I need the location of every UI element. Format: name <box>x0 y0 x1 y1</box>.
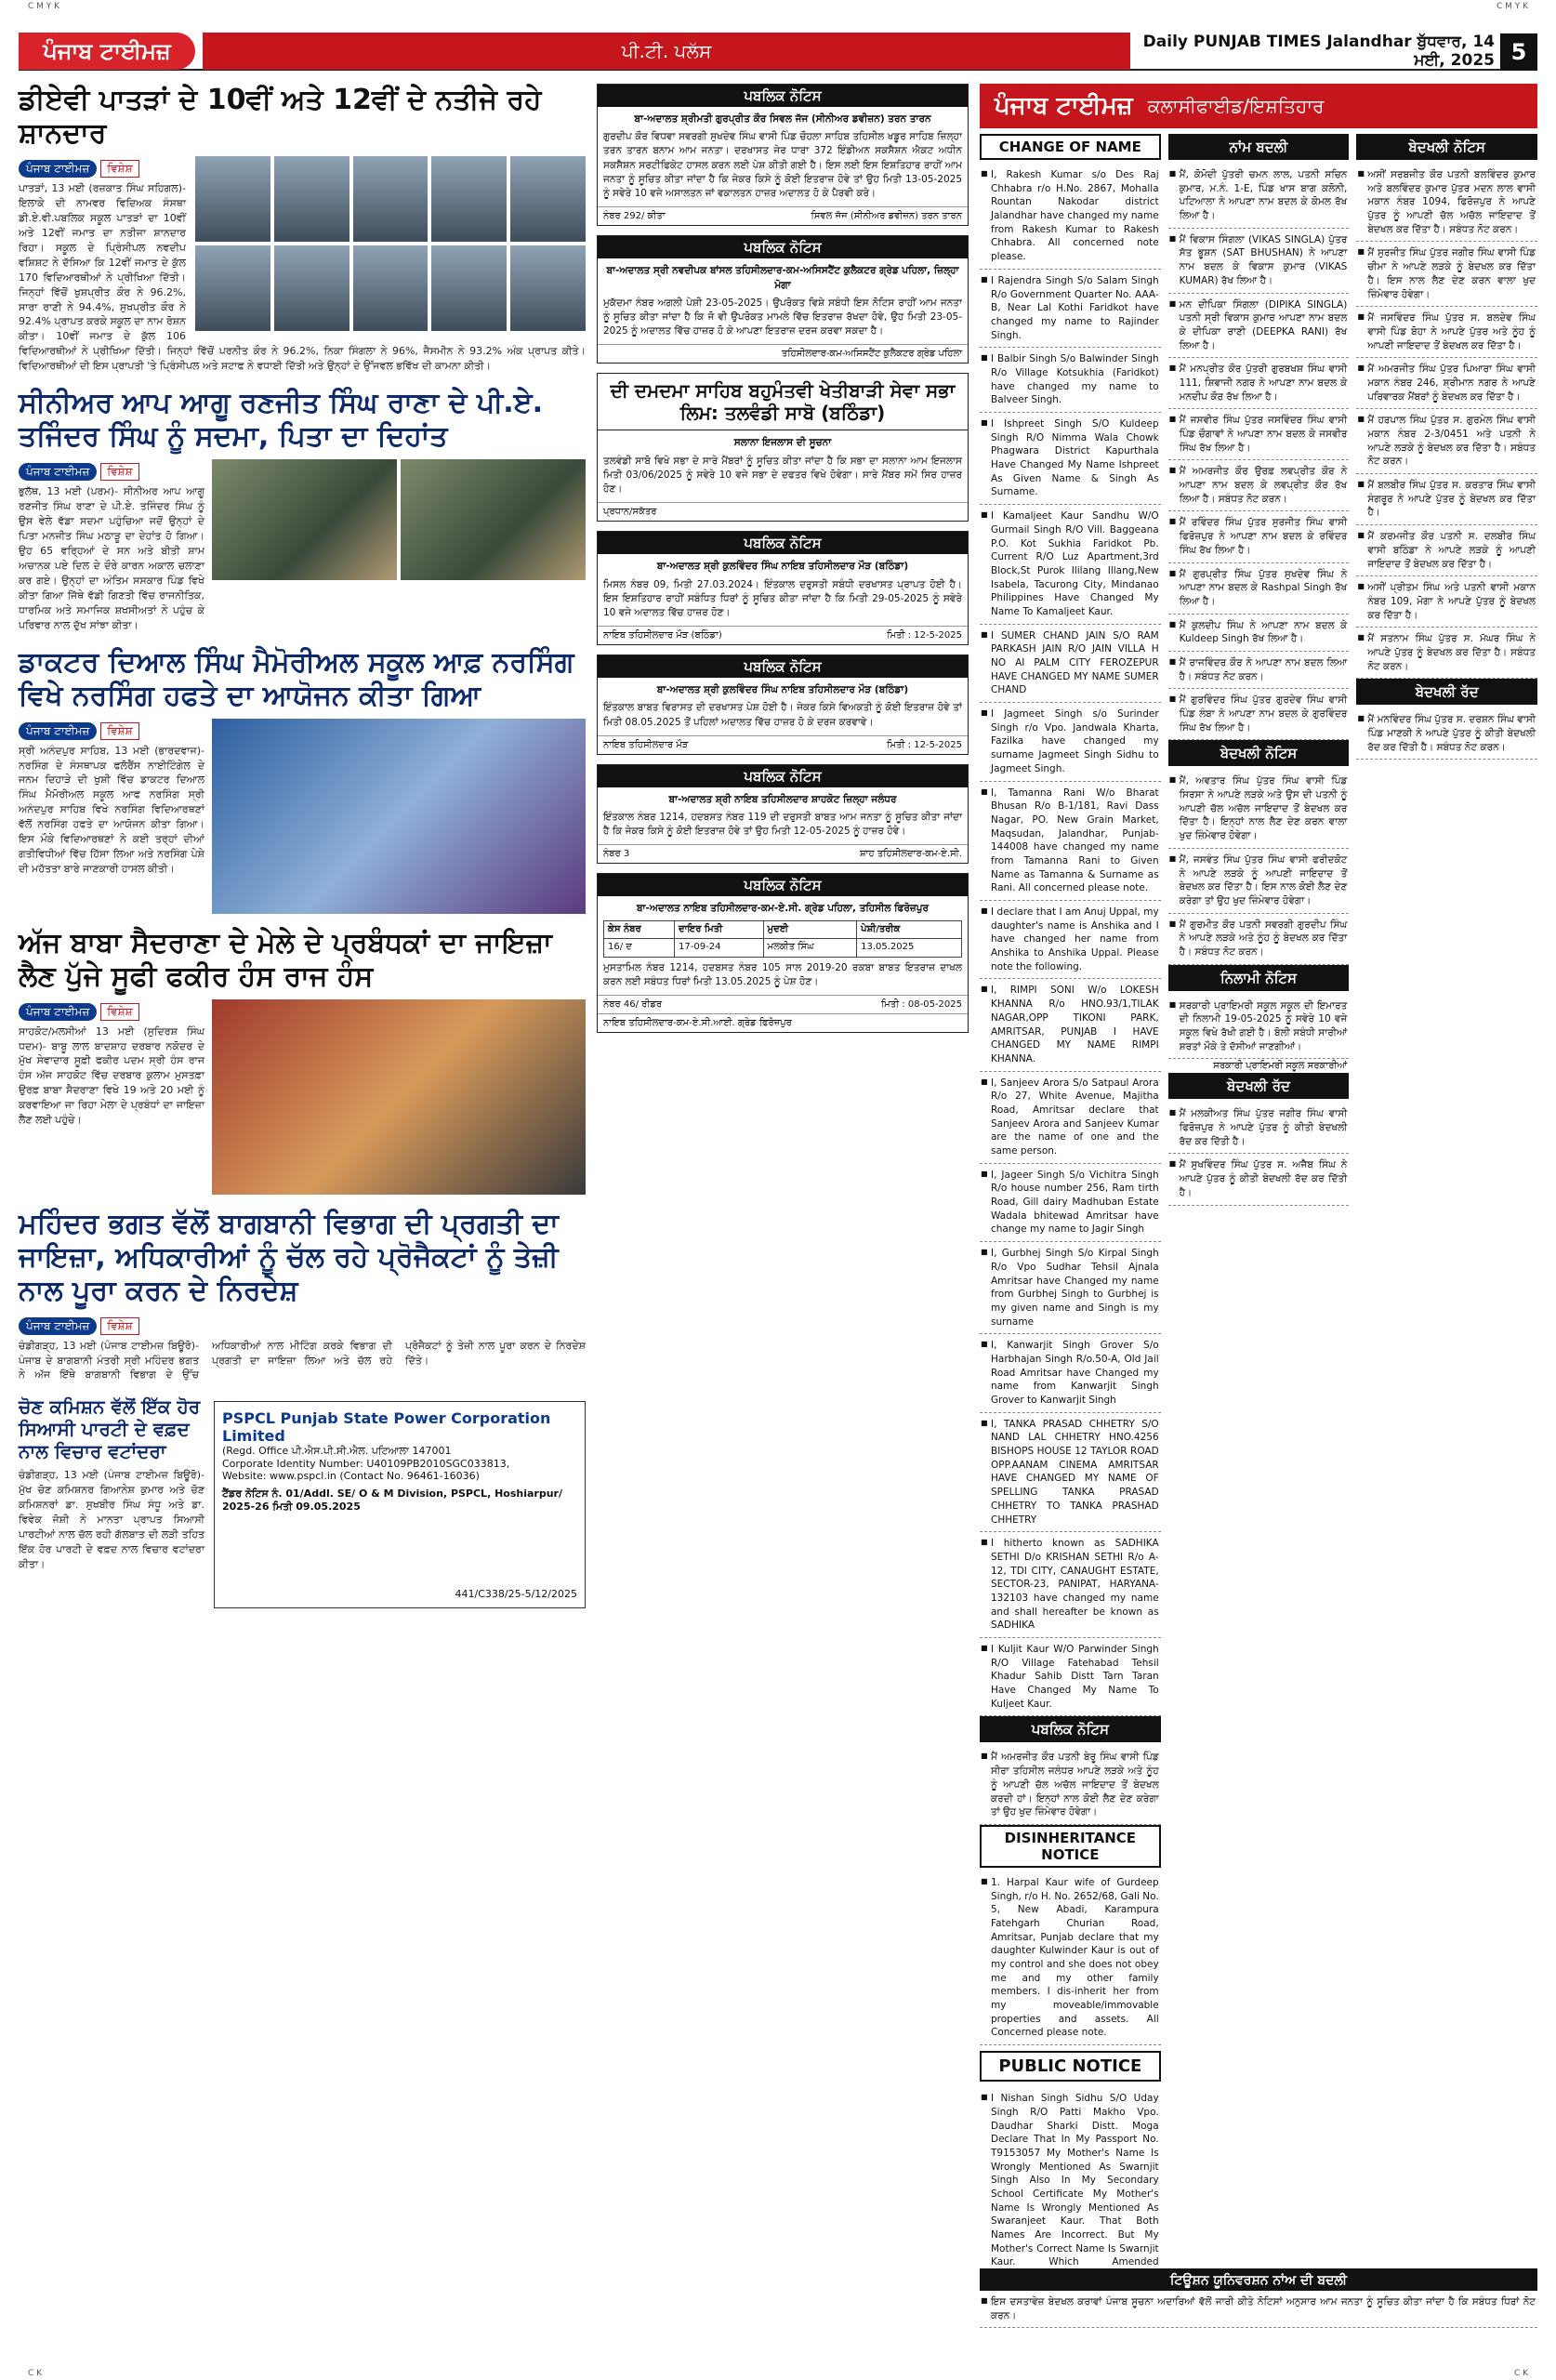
headline: ਅੱਜ ਬਾਬਾ ਸੈਦਰਾਣਾ ਦੇ ਮੇਲੇ ਦੇ ਪ੍ਰਬੰਧਕਾਂ ਦਾ ਜਾਇਜ਼ਾ ਲੈਣ ਪੁੱਜੇ ਸੂਫੀ ਫਕੀਰ ਹੰਸ ਰਾਜ ਹੰਸ <box>19 926 552 993</box>
section-heading: ਬੇਦਖਲੀ ਨੋਟਿਸ <box>1168 740 1350 766</box>
table-header: ਮੁਦਈ <box>763 920 857 939</box>
bedakhli-column <box>1356 134 1537 2289</box>
classified-ad: ■ I Jagmeet Singh s/o Surinder Singh r/o Vpo. Jandwala Kharta, Fazilka have changed my surname Jagmeet Singh Sidhu to Jagmeet Singh. <box>980 703 1161 781</box>
classified-ad: ■ I, Tamanna Rani W/o Bharat Bhusan R/o B-1/181, Ravi Dass Nagar, PO. New Grain Market, Maqsudan, Jalandhar, Punjab-144008 have changed my name from Tamanna Rani to Given Name as Tamanna & Surname as Rani. All concerned please note. <box>980 782 1161 902</box>
student-photo <box>353 245 429 331</box>
byline <box>19 160 139 178</box>
classified-ad: ■ I Nishan Singh Sidhu S/O Uday Singh R/O Patti Makho Vpo. Daudhar Sharki Distt. Moga Declare That In My Passport No. T9153057 My Mother's Name Is Wrongly Mentioned As Swarnjit Singh Also In My Secondary School Certificate My Mother's Name Is Wrongly Mentioned As Swaranjeet Kaur. That Both Names Are Incorrect. But My Mother's Correct Name Is Swarnjit Kaur. Which Amended <box>980 2087 1161 2289</box>
classified-ad: ■ I declare that I am Anuj Uppal, my daughter's name is Anshika and I have changed her name from Anshika to Anshika Uppal. Please note the following. <box>980 901 1161 979</box>
story-body: ਪਾਤੜਾਂ, 13 ਮਈ (ਰਜ਼ਕਾਤ ਸਿੰਘ ਸਹਿਗਲ)- ਇਲਾਕੇ ਦੀ ਨਾਮਵਰ ਵਿਦਿਅਕ ਸੰਸਥਾ ਡੀ.ਏ.ਵੀ.ਪਬਲਿਕ ਸਕੂਲ ਪਾਤੜਾਂ ਦਾ 10ਵੀਂ ਅਤੇ 12ਵੀਂ ਜਮਾਤ ਦਾ ਨਤੀਜਾ ਸ਼ਾਨਦਾਰ ਰਿਹਾ। ਸਕੂਲ ਦੇ ਪ੍ਰਿੰਸੀਪਲ ਨਵਦੀਪ ਵਸ਼ਿਸ਼ਟ ਨੇ ਦੱਸਿਆ ਕਿ 12ਵੀਂ ਜਮਾਤ ਦੇ ਕੁੱਲ 170 ਵਿਦਿਆਰਥੀਆਂ ਨੇ ਪ੍ਰੀਖਿਆ ਦਿੱਤੀ। ਜਿਨ੍ਹਾਂ ਵਿੱਚੋਂ ਖੁਸ਼ਪ੍ਰੀਤ ਕੌਰ ਨੇ 96.2%, ਸਾਰਾ ਰਾਣੀ ਨੇ 94.4%, ਸੁਖਪ੍ਰੀਤ ਕੌਰ ਨੇ 92.4% ਪ੍ਰਾਪਤ ਕਰਕੇ ਸਕੂਲ ਦਾ ਨਾਮ ਰੋਸ਼ਨ ਕੀਤਾ। 10ਵੀਂ ਜਮਾਤ ਦੇ ਕੁੱਲ 106 ਵਿਦਿਆਰਥੀਆਂ ਨੇ ਪ੍ਰੀਖਿਆ ਦਿੱਤੀ। ਜਿਨ੍ਹਾਂ ਵਿੱਚੋਂ ਪਰਨੀਤ ਕੌਰ ਨੇ 96.2%, ਨਿਕਾ ਸਿੰਗਲਾ ਨੇ 96%, ਜੈਸਮੀਨ ਨੇ 93.2% ਅੰਕ ਪ੍ਰਾਪਤ ਕੀਤੇ। ਵਿਦਿਆਰਥੀਆਂ ਦੀ ਇਸ ਪ੍ਰਾਪਤੀ 'ਤੇ ਪ੍ਰਿੰਸੀਪਲ ਅਤੇ ਸਟਾਫ ਨੇ ਵਧਾਈ ਦਿੱਤੀ ਅਤੇ ਉਨ੍ਹਾਂ ਦੇ ਉੱਜਵਲ ਭਵਿੱਖ ਦੀ ਕਾਮਨਾ ਕੀਤੀ। <box>19 182 586 373</box>
classified-ad: ■ ਮੈਂ ਕੁਲਦੀਪ ਸਿੰਘ ਨੇ ਆਪਣਾ ਨਾਮ ਬਦਲ ਕੇ Kuldeep Singh ਰੱਖ ਲਿਆ ਹੈ। <box>1168 615 1350 652</box>
story-dav-results <box>19 84 586 374</box>
story-body: ਚੰਡੀਗੜ੍ਹ, 13 ਮਈ (ਪੰਜਾਬ ਟਾਈਮਜ਼ ਬਿਊਰੋ)- ਮੁੱਖ ਚੋਣ ਕਮਿਸ਼ਨਰ ਗਿਆਨੇਸ਼ ਕੁਮਾਰ ਅਤੇ ਚੋਣ ਕਮਿਸ਼ਨਰਾਂ ਡਾ. ਸੁਖਬੀਰ ਸਿੰਘ ਸੰਧੂ ਅਤੇ ਡਾ. ਵਿਵੇਕ ਜੋਸ਼ੀ ਨੇ ਮਾਨਤਾ ਪ੍ਰਾਪਤ ਸਿਆਸੀ ਪਾਰਟੀਆਂ ਨਾਲ ਚੱਲ ਰਹੀ ਗੱਲਬਾਤ ਦੀ ਲੜੀ ਤਹਿਤ ਇੱਕ ਹੋਰ ਪਾਰਟੀ ਦੇ ਵਫ਼ਦ ਨਾਲ ਵਿਚਾਰ ਵਟਾਂਦਰਾ ਕੀਤਾ। <box>19 1469 204 1570</box>
pspcl-website: Website: www.pspcl.in (Contact No. 96461-16036) <box>222 1470 480 1483</box>
classified-ad: ■ ਮੈਂ ਸੁਰਜੀਤ ਸਿੰਘ ਪੁੱਤਰ ਜਗੀਰ ਸਿੰਘ ਵਾਸੀ ਪਿੰਡ ਚੀਮਾ ਨੇ ਆਪਣੇ ਲੜਕੇ ਨੂੰ ਬੇਦਖਲ ਕਰ ਦਿੱਤਾ ਹੈ। ਇਸ ਨਾਲ ਲੈਣ ਦੇਣ ਕਰਨ ਵਾਲਾ ਖੁਦ ਜ਼ਿੰਮੇਵਾਰ ਹੋਵੇਗਾ। <box>1356 242 1537 307</box>
notice-heading: ਪਬਲਿਕ ਨੋਟਿਸ <box>598 655 968 678</box>
masthead-logo: ਪੰਜਾਬ ਟਾਈਮਜ਼ <box>19 33 195 70</box>
table-header: ਪੇਸ਼ੀ/ਤਰੀਕ <box>857 920 962 939</box>
student-photo <box>510 156 586 242</box>
registration-bottom <box>0 2367 1556 2380</box>
byline <box>19 463 139 481</box>
naam-badli-column <box>1168 134 1350 2289</box>
byline <box>19 1003 139 1021</box>
notice-court: ਬਾ-ਅਦਾਲਤ ਸ਼੍ਰੀ ਨਾਇਬ ਤਹਿਸੀਲਦਾਰ ਸ਼ਾਹਕੋਟ ਜ਼ਿਲ੍ਹਾ ਜਲੰਧਰ <box>668 793 897 805</box>
notice-signature: ਸਿਵਲ ਜੱਜ (ਸੀਨੀਅਰ ਡਵੀਜ਼ਨ) ਤਰਨ ਤਾਰਨ <box>811 211 962 222</box>
classified-ad: ■ ਮੈਂ ਅਮਰਜੀਤ ਕੌਰ ਪਤਨੀ ਬੇਰੂ ਸਿੰਘ ਵਾਸੀ ਪਿੰਡ ਸੀਰਾ ਤਹਿਸੀਲ ਜਲੰਧਰ ਆਪਣੇ ਲੜਕੇ ਅਤੇ ਨੂੰਹ ਨੂੰ ਆਪਣੀ ਚੱਲ ਅਚੱਲ ਜਾਇਦਾਦ ਤੋਂ ਬੇਦਖਲ ਕਰਦੀ ਹਾਂ। ਇਨ੍ਹਾਂ ਨਾਲ ਕੋਈ ਲੈਣ ਦੇਣ ਕਰੇਗਾ ਤਾਂ ਉਹ ਖੁਦ ਜ਼ਿੰਮੇਵਾਰ ਹੋਵੇਗਾ। <box>980 1746 1161 1824</box>
table-cell: 16/ ਦ <box>604 939 675 958</box>
classified-ad: ■ I, Jageer Singh S/o Vichitra Singh R/o house number 256, Ram tirth Road, Gill dairy Madhuban Estate Wadala bhitewad Amritsar have change my name to Jagir Singh <box>980 1164 1161 1242</box>
classified-ad: ■ I, Sanjeev Arora S/o Satpaul Arora R/o 27, White Avenue, Majitha Road, Amritsar declare that Sanjeev Arora and Sanjeev Kumar are the name of one and the same person. <box>980 1072 1161 1164</box>
sabha-text: ਤਲਵੰਡੀ ਸਾਬੋ ਵਿਖੇ ਸਭਾ ਦੇ ਸਾਰੇ ਮੈਂਬਰਾਂ ਨੂੰ ਸੂਚਿਤ ਕੀਤਾ ਜਾਂਦਾ ਹੈ ਕਿ ਸਭਾ ਦਾ ਸਲਾਨਾ ਆਮ ਇਜਲਾਸ ਮਿਤੀ 03/06/2025 ਨੂੰ ਸਵੇਰੇ 10 ਵਜੇ ਸਭਾ ਦੇ ਦਫਤਰ ਵਿਖੇ ਹੋਵੇਗਾ। ਸਾਰੇ ਮੈਂਬਰ ਸਮੇਂ ਸਿਰ ਹਾਜ਼ਰ ਹੋਣ। <box>603 455 962 496</box>
pspcl-tender: ਟੈਂਡਰ ਨੋਟਿਸ ਨੰ. 01/Addl. SE/ O & M Division, PSPCL, Hoshiarpur/ 2025-26 ਮਿਤੀ 09.05.2025 <box>222 1488 562 1514</box>
public-notice-6 <box>597 873 969 1033</box>
public-notice-2 <box>597 235 969 364</box>
sabha-notice <box>597 373 969 522</box>
notice-signature: ਤਹਿਸੀਲਦਾਰ-ਕਮ-ਅਸਿਸਟੈਂਟ ਕੁਲੈਕਟਰ ਗ੍ਰੇਡ ਪਹਿਲਾ <box>781 349 962 360</box>
classified-ad: ■ I Balbir Singh S/o Balwinder Singh R/o Village Kotsukhia (Faridkot) have changed my name to Balveer Singh. <box>980 348 1161 413</box>
notice-court: ਬਾ-ਅਦਾਲਤ ਸ਼੍ਰੀ ਕੁਲਵਿੰਦਰ ਸਿੰਘ ਨਾਇਬ ਤਹਿਸੀਲਦਾਰ ਮੌੜ (ਬਠਿੰਡਾ) <box>656 684 909 696</box>
classified-ad: ■ I Kamaljeet Kaur Sandhu W/O Gurmail Singh R/O Vill. Baggeana P.O. Kot Sukhia Faridkot Pb. Current R/O Luz Apartment,3rd Block,St Purok Ililang Illang,New Isabela, Tacurong City, Mindanao Philippines Have Changed My Name To Kamaljeet Kaur. <box>980 505 1161 625</box>
registration-top-left: C M Y K <box>28 2 60 11</box>
classified-ad: ■ ਮੈਂ ਹਰਪਾਲ ਸਿੰਘ ਪੁੱਤਰ ਸ. ਗੁਰਮੇਲ ਸਿੰਘ ਵਾਸੀ ਮਕਾਨ ਨੰਬਰ 2-3/0451 ਅਤੇ ਪਤਨੀ ਨੇ ਆਪਣੇ ਲੜਕੇ ਨੂੰ ਬੇਦਖਲ ਕਰ ਦਿੱਤਾ ਹੈ। ਸਬੰਧਤ ਨੋਟ ਕਰਨ। <box>1356 409 1537 474</box>
sabha-subtitle: ਸਲਾਨਾ ਇਜਲਾਸ ਦੀ ਸੂਚਨਾ <box>733 437 832 449</box>
classified-ad: ■ I, Kanwarjit Singh Grover S/o Harbhajan Singh R/o.50-A, Old Jail Road Amritsar have Changed my name from Kanwarjit Singh Grover to Kanwarjit Singh <box>980 1334 1161 1412</box>
notice-date: ਮਿਤੀ : 08-05-2025 <box>880 999 962 1011</box>
classified-ad: ■ ਮੈਂ ਗੁਰਮੀਤ ਕੌਰ ਪਤਨੀ ਸਵਰਗੀ ਗੁਰਦੀਪ ਸਿੰਘ ਨੇ ਆਪਣੇ ਲੜਕੇ ਅਤੇ ਨੂੰਹ ਨੂੰ ਬੇਦਖਲ ਕਰ ਦਿੱਤਾ ਹੈ। ਸਬੰਧਤ ਨੋਟ ਕਰਨ। <box>1168 914 1350 965</box>
pspcl-office: (Regd. Office ਪੀ.ਐਸ.ਪੀ.ਸੀ.ਐਲ. ਪਟਿਆਲਾ 147001 <box>222 1445 452 1458</box>
classified-ad: ■ ਮੈਂ ਜਸਵਿੰਦਰ ਸਿੰਘ ਪੁੱਤਰ ਸ. ਬਲਦੇਵ ਸਿੰਘ ਵਾਸੀ ਪਿੰਡ ਬੋਹਾ ਨੇ ਆਪਣੇ ਪੁੱਤਰ ਅਤੇ ਨੂੰਹ ਨੂੰ ਆਪਣੀ ਜਾਇਦਾਦ ਤੋਂ ਬੇਦਖਲ ਕਰ ਦਿੱਤਾ ਹੈ। <box>1356 307 1537 358</box>
masthead <box>19 33 1537 71</box>
notice-number: ਨੰਬਰ 3 <box>603 849 630 860</box>
news-photo <box>212 999 586 1195</box>
notice-heading: ਪਬਲਿਕ ਨੋਟਿਸ <box>598 874 968 896</box>
classified-ad: ■ ਅਸੀਂ ਪ੍ਰੀਤਮ ਸਿੰਘ ਅਤੇ ਪਤਨੀ ਵਾਸੀ ਮਕਾਨ ਨੰਬਰ 109, ਮੋਗਾ ਨੇ ਆਪਣੇ ਪੁੱਤਰ ਨੂੰ ਬੇਦਖਲ ਕਰ ਦਿੱਤਾ ਹੈ। <box>1356 576 1537 628</box>
student-photo <box>431 156 507 242</box>
table-row <box>604 939 962 958</box>
news-photo <box>212 459 397 580</box>
classified-ad: ■ ਮੈਂ ਮਨਪ੍ਰੀਤ ਕੌਰ ਪੁੱਤਰੀ ਗੁਰਬਖਸ਼ ਸਿੰਘ ਵਾਸੀ 111, ਸ਼ਿਵਾਜੀ ਨਗਰ ਨੇ ਆਪਣਾ ਨਾਮ ਬਦਲ ਕੇ ਮਨਦੀਪ ਕੌਰ ਰੱਖ ਲਿਆ ਹੈ। <box>1168 358 1350 409</box>
notice-signature: ਨਾਇਬ ਤਹਿਸੀਲਦਾਰ ਮੌੜ (ਬਠਿੰਡਾ) <box>603 630 722 641</box>
notice-text: ਗੁਰਦੀਪ ਕੌਰ ਵਿਧਵਾ ਸਵਰਗੀ ਸੁਖਦੇਵ ਸਿੰਘ ਵਾਸੀ ਪਿੰਡ ਚੌਹਲਾ ਸਾਹਿਬ ਤਹਿਸੀਲ ਖਡੂਰ ਸਾਹਿਬ ਜ਼ਿਲ੍ਹਾ ਤਰਨ ਤਾਰਨ ਬਨਾਮ ਆਮ ਜਨਤਾ। ਦਰਖਾਸਤ ਜੇਰ ਧਾਰਾ 372 ਇੰਡੀਅਨ ਸਕਸੈਸ਼ਨ ਐਕਟ ਅਧੀਨ ਸਕਸੈਸ਼ਨ ਸਰਟੀਫਿਕੇਟ ਹਾਸਲ ਕਰਨ ਲਈ ਪੇਸ਼ ਕੀਤੀ ਗਈ ਹੈ। ਇਸ ਲਈ ਇਸ ਇਸ਼ਤਿਹਾਰ ਰਾਹੀਂ ਆਮ ਜਨਤਾ ਨੂੰ ਸੂਚਿਤ ਕੀਤਾ ਜਾਂਦਾ ਹੈ ਕਿ ਜੇਕਰ ਕਿਸੇ ਨੂੰ ਕੋਈ ਇਤਰਾਜ਼ ਹੋਵੇ ਤਾਂ ਉਹ ਮਿਤੀ 13-05-2025 ਨੂੰ ਸਵੇਰੇ 10 ਵਜੇ ਅਸਾਲਤਨ ਜਾਂ ਵਕਾਲਤਨ ਹਾਜ਼ਰ ਅਦਾਲਤ ਹੋ ਕੇ ਪੈਰਵੀ ਕਰੇ। <box>603 131 962 200</box>
notice-date: ਮਿਤੀ : 12-5-2025 <box>887 739 962 750</box>
byline <box>19 722 139 740</box>
section-heading: ਨਾਂਮ ਬਦਲੀ <box>1168 134 1350 160</box>
student-photo <box>274 156 349 242</box>
classified-ad: ■ ਇਸ ਦਸਤਾਵੇਜ਼ ਬੇਦਖਲ ਕਰਾਵਾਂ ਪੰਜਾਬ ਸੂਚਨਾ ਅਦਾਰਿਆਂ ਵੱਲੋਂ ਜਾਰੀ ਕੀਤੇ ਨੋਟਿਸਾਂ ਅਨੁਸਾਰ ਆਮ ਜਨਤਾ ਨੂੰ ਸੂਚਿਤ ਕੀਤਾ ਜਾਂਦਾ ਹੈ ਕਿ ਸਬੰਧਤ ਧਿਰਾਂ ਨੋਟ ਕਰਨ। <box>980 2291 1537 2328</box>
story-body: ਭੁਲੱਥ, 13 ਮਈ (ਪਰਮ)- ਸੀਨੀਅਰ ਆਪ ਆਗੂ ਰਣਜੀਤ ਸਿੰਘ ਰਾਣਾ ਦੇ ਪੀ.ਏ. ਤਜਿੰਦਰ ਸਿੰਘ ਨੂੰ ਉਸ ਵੇਲੇ ਵੱਡਾ ਸਦਮਾ ਪਹੁੰਚਿਆ ਜਦੋਂ ਉਨ੍ਹਾਂ ਦੇ ਪਿਤਾ ਮਨਜੀਤ ਸਿੰਘ ਮਠਾੜੂ ਦਾ ਦੇਹਾਂਤ ਹੋ ਗਿਆ। ਉਹ 65 ਵਰ੍ਹਿਆਂ ਦੇ ਸਨ ਅਤੇ ਬੀਤੀ ਸ਼ਾਮ ਅਚਾਨਕ ਪਏ ਦਿਲ ਦੇ ਦੌਰੇ ਕਾਰਨ ਅਕਾਲ ਚਲਾਣਾ ਕਰ ਗਏ। ਉਨ੍ਹਾਂ ਦਾ ਅੰਤਿਮ ਸਸਕਾਰ ਪਿੰਡ ਵਿਖੇ ਕੀਤਾ ਗਿਆ ਜਿੱਥੇ ਵੱਡੀ ਗਿਣਤੀ ਵਿੱਚ ਰਾਜਨੀਤਿਕ, ਧਾਰਮਿਕ ਅਤੇ ਸਮਾਜਿਕ ਸ਼ਖਸੀਅਤਾਂ ਨੇ ਪਹੁੰਚ ਕੇ ਪਰਿਵਾਰ ਨਾਲ ਦੁੱਖ ਸਾਂਝਾ ਕੀਤਾ। <box>19 485 204 631</box>
story-body: ਸ੍ਰੀ ਅਨੰਦਪੁਰ ਸਾਹਿਬ, 13 ਮਈ (ਭਾਰਦਵਾਜ)- ਨਰਸਿੰਗ ਦੇ ਸੰਸਥਾਪਕ ਫਲੋਰੈਂਸ ਨਾਈਟਿੰਗੇਲ ਦੇ ਜਨਮ ਦਿਹਾੜੇ ਦੀ ਖੁਸ਼ੀ ਵਿੱਚ ਡਾਕਟਰ ਦਿਆਲ ਸਿੰਘ ਮੈਮੋਰੀਅਲ ਸਕੂਲ ਆਫ ਨਰਸਿੰਗ ਸ੍ਰੀ ਅਨੰਦਪੁਰ ਸਾਹਿਬ ਵਿਖੇ ਨਰਸਿੰਗ ਵਿਦਿਆਰਥਣਾਂ ਵੱਲੋਂ ਨਰਸਿੰਗ ਹਫਤੇ ਦਾ ਆਯੋਜਨ ਕੀਤਾ ਗਿਆ। ਇਸ ਮੌਕੇ ਵਿਦਿਆਰਥਣਾਂ ਨੇ ਕਈ ਤਰ੍ਹਾਂ ਦੀਆਂ ਗਤੀਵਿਧੀਆਂ ਵਿੱਚ ਹਿੱਸਾ ਲਿਆ ਅਤੇ ਨਰਸਿੰਗ ਪੇਸ਼ੇ ਦੀ ਮਹੱਤਤਾ ਬਾਰੇ ਜਾਣਕਾਰੀ ਹਾਸਲ ਕੀਤੀ। <box>19 744 204 876</box>
case-table <box>603 920 962 958</box>
public-notice-5 <box>597 764 969 865</box>
classified-ad: ■ ਮੈਂ ਮਲਕੀਅਤ ਸਿੰਘ ਪੁੱਤਰ ਜਗੀਰ ਸਿੰਘ ਵਾਸੀ ਫਿਰੋਜ਼ਪੁਰ ਨੇ ਆਪਣੇ ਪੁੱਤਰ ਨੂੰ ਕੀਤੀ ਬੇਦਖਲੀ ਰੱਦ ਕਰ ਦਿੱਤੀ ਹੈ। <box>1168 1103 1350 1154</box>
masthead-section: ਪੀ.ਟੀ. ਪਲੱਸ <box>203 33 1130 70</box>
page-number: 5 <box>1500 33 1537 71</box>
headline: ਚੋਣ ਕਮਿਸ਼ਨ ਵੱਲੋਂ ਇੱਕ ਹੋਰ ਸਿਆਸੀ ਪਾਰਟੀ ਦੇ ਵਫ਼ਦ ਨਾਲ ਵਿਚਾਰ ਵਟਾਂਦਰਾ <box>19 1395 201 1463</box>
student-photo <box>274 245 349 331</box>
student-photo <box>431 245 507 331</box>
registration-bottom-left: C K <box>28 2369 43 2378</box>
headline: ਸੀਨੀਅਰ ਆਪ ਆਗੂ ਰਣਜੀਤ ਸਿੰਘ ਰਾਣਾ ਦੇ ਪੀ.ਏ. ਤਜਿੰਦਰ ਸਿੰਘ ਨੂੰ ਸਦਮਾ, ਪਿਤਾ ਦਾ ਦਿਹਾਂਤ <box>19 387 543 454</box>
classified-ad: ■ ਮੈਂ ਵਿਕਾਸ ਸਿੰਗਲਾ (VIKAS SINGLA) ਪੁੱਤਰ ਸੱਤ ਭੂਸ਼ਨ (SAT BHUSHAN) ਨੇ ਆਪਣਾ ਨਾਮ ਬਦਲ ਕੇ ਵਿਕਾਸ ਕੁਮਾਰ (VIKAS KUMAR) ਰੱਖ ਲਿਆ ਹੈ। <box>1168 229 1350 294</box>
bottom-strip <box>980 2268 1537 2328</box>
classified-ad: ■ ਸਰਕਾਰੀ ਪ੍ਰਾਇਮਰੀ ਸਕੂਲ ਸਕੂਲ ਦੀ ਇਮਾਰਤ ਦੀ ਨਿਲਾਮੀ 19-05-2025 ਨੂੰ ਸਵੇਰੇ 10 ਵਜੇ ਸਕੂਲ ਵਿਖੇ ਰੱਖੀ ਗਈ ਹੈ। ਬੋਲੀ ਸਬੰਧੀ ਸਾਰੀਆਂ ਸ਼ਰਤਾਂ ਮੌਕੇ ਤੇ ਦੱਸੀਆਂ ਜਾਣਗੀਆਂ। <box>1168 995 1350 1060</box>
table-cell: 13.05.2025 <box>857 939 962 958</box>
notice-heading: ਪਬਲਿਕ ਨੋਟਿਸ <box>598 532 968 554</box>
notice-court: ਬਾ-ਅਦਾਲਤ ਸ਼੍ਰੀਮਤੀ ਗੁਰਪ੍ਰੀਤ ਕੌਰ ਸਿਵਲ ਜੱਜ (ਸੀਨੀਅਰ ਡਵੀਜ਼ਨ) ਤਰਨ ਤਾਰਨ <box>634 113 931 125</box>
story-body: ਸਾਹਕੋਟ/ਮਲਸੀਆਂ 13 ਮਈ (ਸੁਦਿਰਸ਼ ਸਿੰਘ ਧਦਮ)- ਬਾਬੂ ਲਾਲ ਬਾਦਸ਼ਾਹ ਦਰਬਾਰ ਨਕੋਦਰ ਦੇ ਮੁੱਖ ਸੇਵਾਦਾਰ ਸੂਫ਼ੀ ਫਕੀਰ ਪਦਮ ਸ੍ਰੀ ਹੰਸ ਰਾਜ ਹੰਸ ਅੱਜ ਸਾਹਕੋਟ ਵਿੱਚ ਦਰਬਾਰ ਕੁਲਾਮ ਮੁਸਤਫ਼ਾ ਉਰਫ਼ ਬਾਬਾ ਸੈਦਰਾਣਾ ਵਿਖੇ 19 ਅਤੇ 20 ਮਈ ਨੂੰ ਕਰਵਾਇਆ ਜਾ ਰਿਹਾ ਮੇਲਾ ਦੇ ਪ੍ਰਬੰਧਾਂ ਦਾ ਜਾਇਜ਼ਾ ਲੈਣ ਲਈ ਪਹੁੰਚੇ। <box>19 1025 204 1127</box>
byline-special: ਵਿਸ਼ੇਸ਼ <box>100 160 138 178</box>
byline-special: ਵਿਸ਼ੇਸ਼ <box>100 722 138 740</box>
section-heading: ਬੇਦਖਲੀ ਰੱਦ <box>1168 1073 1350 1099</box>
classified-ad: ■ 1. Harpal Kaur wife of Gurdeep Singh, r/o H. No. 2652/68, Gali No. 5, New Abadi, Karampura Fatehgarh Churian Road, Amritsar, Punjab declare that my daughter Kulwinder Kaur is out of my control and she does not obey me and my other family members. I dis-inherit her from my moveable/immovable properties and assets. All Concerned please note. <box>980 1871 1161 2045</box>
story-nursing-week <box>19 646 586 914</box>
section-heading: ਨਿਲਾਮੀ ਨੋਟਿਸ <box>1168 965 1350 991</box>
classifieds-header <box>980 84 1537 128</box>
notice-text: ਮਿਸਲ ਨੰਬਰ 09, ਮਿਤੀ 27.03.2024। ਇੰਤਕਾਲ ਦਰੁਸਤੀ ਸਬੰਧੀ ਦਰਖਾਸਤ ਪ੍ਰਾਪਤ ਹੋਈ ਹੈ। ਇਸ ਇਸ਼ਤਿਹਾਰ ਰਾਹੀਂ ਸਬੰਧਿਤ ਧਿਰਾਂ ਨੂੰ ਸੂਚਿਤ ਕੀਤਾ ਜਾਂਦਾ ਹੈ ਕਿ ਮਿਤੀ 29-05-2025 ਨੂੰ ਸਵੇਰੇ 10 ਵਜੇ ਅਦਾਲਤ ਵਿੱਚ ਹਾਜ਼ਰ ਹੋਣ। <box>603 578 962 618</box>
byline-logo: ਪੰਜਾਬ ਟਾਈਮਜ਼ <box>19 463 97 481</box>
section-heading: DISINHERITANCE NOTICE <box>980 1825 1161 1868</box>
registration-top-right: C M Y K <box>1496 2 1528 11</box>
notice-date: ਮਿਤੀ : 12-5-2025 <box>887 630 962 641</box>
classified-ad: ■ I Kuljit Kaur W/O Parwinder Singh R/O Village Fatehabad Tehsil Khadur Sahib Distt Tarn Taran Have Changed My Name To Kuljeet Kaur. <box>980 1638 1161 1716</box>
classified-ad: ■ ਮੈਂ ਜਸਵੀਰ ਸਿੰਘ ਪੁੱਤਰ ਜਸਵਿੰਦਰ ਸਿੰਘ ਵਾਸੀ ਪਿੰਡ ਚੌਗਾਵਾਂ ਨੇ ਆਪਣਾ ਨਾਮ ਬਦਲ ਕੇ ਜਸਵੀਰ ਸਿੰਘ ਰੱਖ ਲਿਆ ਹੈ। <box>1168 409 1350 460</box>
public-notice-1 <box>597 84 969 226</box>
student-photo <box>510 245 586 331</box>
story-condolence <box>19 387 586 632</box>
section-heading: ਪਬਲਿਕ ਨੋਟਿਸ <box>980 1716 1161 1742</box>
classified-ad: ■ ਮੈਂ ਬਲਬੀਰ ਸਿੰਘ ਪੁੱਤਰ ਸ. ਕਰਤਾਰ ਸਿੰਘ ਵਾਸੀ ਸੰਗਰੂਰ ਨੇ ਆਪਣੇ ਪੁੱਤਰ ਨੂੰ ਬੇਦਖਲ ਕਰ ਦਿੱਤਾ ਹੈ। <box>1356 474 1537 525</box>
classified-ad: ■ I, RIMPI SONI W/o LOKESH KHANNA R/o HNO.93/1,TILAK NAGAR,OPP TIKONI PARK, AMRITSAR, PUNJAB I HAVE CHANGED MY NAME RIMPI KHANNA. <box>980 979 1161 1071</box>
notice-signature: ਨਾਇਬ ਤਹਿਸੀਲਦਾਰ ਮੌੜ <box>603 739 689 750</box>
classified-ad: ■ ਅਸੀਂ ਸਰਬਜੀਤ ਕੌਰ ਪਤਨੀ ਬਲਵਿੰਦਰ ਕੁਮਾਰ ਅਤੇ ਬਲਵਿੰਦਰ ਕੁਮਾਰ ਪੁੱਤਰ ਮਦਨ ਲਾਲ ਵਾਸੀ ਮਕਾਨ ਨੰਬਰ 1094, ਫਿਰੋਜ਼ਪੁਰ ਨੇ ਆਪਣੇ ਪੁੱਤਰ ਨੂੰ ਆਪਣੀ ਚੱਲ ਅਚੱਲ ਜਾਇਦਾਦ ਤੋਂ ਬੇਦਖਲ ਕਰ ਦਿੱਤਾ ਹੈ। ਸਬੰਧਤ ਨੋਟ ਕਰਨ। <box>1356 164 1537 242</box>
classifieds-logo: ਪੰਜਾਬ ਟਾਈਮਜ਼ <box>995 91 1133 120</box>
classified-ad: ■ ਮੈਂ ਕਰਮਜੀਤ ਕੌਰ ਪਤਨੀ ਸ. ਦਲਬੀਰ ਸਿੰਘ ਵਾਸੀ ਬਠਿੰਡਾ ਨੇ ਆਪਣੇ ਲੜਕੇ ਨੂੰ ਆਪਣੀ ਜਾਇਦਾਦ ਤੋਂ ਬੇਦਖਲ ਕਰ ਦਿੱਤਾ ਹੈ। <box>1356 525 1537 576</box>
classified-ad: ■ ਮਨ ਦੀਪਿਕਾ ਸਿੰਗਲਾ (DIPIKA SINGLA) ਪਤਨੀ ਸ੍ਰੀ ਵਿਕਾਸ ਕੁਮਾਰ ਆਪਣਾ ਨਾਮ ਬਦਲ ਕੇ ਦੀਪਿਕਾ ਰਾਣੀ (DEEPKA RANI) ਰੱਖ ਲਿਆ ਹੈ। <box>1168 294 1350 359</box>
byline <box>19 1317 139 1335</box>
change-of-name-column <box>980 134 1161 2289</box>
classified-ad: ■ ਮੈਂ ਅਮਰਜੀਤ ਕੌਰ ਉਰਫ਼ ਲਵਪ੍ਰੀਤ ਕੌਰ ਨੇ ਆਪਣਾ ਨਾਮ ਬਦਲ ਕੇ ਲਵਪ੍ਰੀਤ ਕੌਰ ਰੱਖ ਲਿਆ ਹੈ। ਸਬੰਧਤ ਨੋਟ ਕਰਨ। <box>1168 460 1350 511</box>
table-header: ਦਾਇਰ ਮਿਤੀ <box>675 920 763 939</box>
notice-text: ਮੁਸਤਾਮਿਲ ਨੰਬਰ 1214, ਹਦਬਸਤ ਨੰਬਰ 105 ਸਾਲ 2019-20 ਰਕਬਾ ਬਾਬਤ ਇਤਰਾਜ਼ ਦਾਖਲ ਕਰਨ ਲਈ ਸਬੰਧਤ ਧਿਰਾਂ ਮਿਤੀ 13.05.2025 ਨੂੰ ਪੇਸ਼ ਹੋਣ। <box>603 961 962 987</box>
student-photo <box>353 156 429 242</box>
classified-ad: ■ ਮੈਂ ਗੁਰਵਿੰਦਰ ਸਿੰਘ ਪੁੱਤਰ ਗੁਰਦੇਵ ਸਿੰਘ ਵਾਸੀ ਪਿੰਡ ਲੰਬਾ ਨੇ ਆਪਣਾ ਨਾਮ ਬਦਲ ਕੇ ਗੁਰਵਿੰਦਰ ਸਿੰਘ ਰੱਖ ਲਿਆ ਹੈ। <box>1168 689 1350 740</box>
student-photo <box>195 156 270 242</box>
classified-ad: ■ I hitherto known as SADHIKA SETHI D/o KRISHAN SETHI R/o A-12, TDI CITY, CANAUGHT ESTATE, SECTOR-23, PANIPAT, HARYANA-132103 have changed my name and shall hereafter be known as SADHIKA <box>980 1532 1161 1638</box>
section-heading: ਬੇਦਖਲੀ ਨੋਟਿਸ <box>1356 134 1537 160</box>
nilami-signature: ਸਰਕਾਰੀ ਪ੍ਰਾਇਮਰੀ ਸਕੂਲ ਸਰਕਾਰੀਆਂ <box>1213 1061 1348 1072</box>
notice-heading: ਪਬਲਿਕ ਨੋਟਿਸ <box>598 85 968 107</box>
section-heading: ਬੇਦਖਲੀ ਰੱਦ <box>1356 679 1537 705</box>
pspcl-tender-ad <box>214 1401 586 1608</box>
section-heading: CHANGE OF NAME <box>980 134 1161 160</box>
notice-text: ਇੰਤਕਾਲ ਬਾਬਤ ਵਿਰਾਸਤ ਦੀ ਦਰਖਾਸਤ ਪੇਸ਼ ਹੋਈ ਹੈ। ਜੇਕਰ ਕਿਸੇ ਵਿਅਕਤੀ ਨੂੰ ਕੋਈ ਇਤਰਾਜ਼ ਹੋਵੇ ਤਾਂ ਮਿਤੀ 08.05.2025 ਤੋਂ ਪਹਿਲਾਂ ਅਦਾਲਤ ਵਿੱਚ ਹਾਜ਼ਰ ਹੋ ਕੇ ਦਰਜ ਕਰਵਾਵੇ। <box>603 702 962 728</box>
classified-ad: ■ ਮੈਂ ਰਵਿੰਦਰ ਸਿੰਘ ਪੁੱਤਰ ਸੁਰਜੀਤ ਸਿੰਘ ਵਾਸੀ ਫਿਰੋਜ਼ਪੁਰ ਨੇ ਆਪਣਾ ਨਾਮ ਬਦਲ ਕੇ ਰਵਿੰਦਰ ਸਿੰਘ ਰੱਖ ਲਿਆ ਹੈ। <box>1168 511 1350 562</box>
notice-court: ਬਾ-ਅਦਾਲਤ ਨਾਇਬ ਤਹਿਸੀਲਦਾਰ-ਕਮ-ਏ.ਸੀ. ਗ੍ਰੇਡ ਪਹਿਲਾ, ਤਹਿਸੀਲ ਫਿਰੋਜ਼ਪੁਰ <box>636 903 930 915</box>
classified-ad: ■ ਮੈਂ ਗੁਰਪ੍ਰੀਤ ਸਿੰਘ ਪੁੱਤਰ ਸੁਖਦੇਵ ਸਿੰਘ ਨੇ ਆਪਣਾ ਨਾਮ ਬਦਲ ਕੇ Rashpal Singh ਰੱਖ ਲਿਆ ਹੈ। <box>1168 563 1350 615</box>
pspcl-cin: Corporate Identity Number: U40109PB2010SGC033813, <box>222 1458 510 1471</box>
notice-number: ਨੰਬਰ 292/ ਕੀਤਾ <box>603 211 666 222</box>
notice-signature: ਨਾਇਬ ਤਹਿਸੀਲਦਾਰ-ਕਮ-ਏ.ਸੀ.ਆਈ. ਗ੍ਰੇਡ ਫਿਰੋਜ਼ਪੁਰ <box>603 1018 792 1029</box>
story-body: ਚੰਡੀਗੜ੍ਹ, 13 ਮਈ (ਪੰਜਾਬ ਟਾਈਮਜ਼ ਬਿਊਰੋ)- ਪੰਜਾਬ ਦੇ ਬਾਗਬਾਨੀ ਮੰਤਰੀ ਸ੍ਰੀ ਮਹਿੰਦਰ ਭਗਤ ਨੇ ਅੱਜ ਇੱਥੇ ਬਾਗਬਾਨੀ ਵਿਭਾਗ ਦੇ ਉੱਚ ਅਧਿਕਾਰੀਆਂ ਨਾਲ ਮੀਟਿੰਗ ਕਰਕੇ ਵਿਭਾਗ ਦੀ ਪ੍ਰਗਤੀ ਦਾ ਜਾਇਜ਼ਾ ਲਿਆ ਅਤੇ ਚੱਲ ਰਹੇ ਪ੍ਰੋਜੈਕਟਾਂ ਨੂੰ ਤੇਜ਼ੀ ਨਾਲ ਪੂਰਾ ਕਰਨ ਦੇ ਨਿਰਦੇਸ਼ ਦਿੱਤੇ। <box>19 1339 586 1382</box>
pspcl-ref: 441/C338/25-5/12/2025 <box>455 1588 577 1601</box>
registration-bottom-right: C K <box>1513 2369 1528 2378</box>
masthead-date: Daily PUNJAB TIMES Jalandhar ਬੁੱਧਵਾਰ, 14 ਮਈ, 2025 <box>1142 33 1495 70</box>
notice-number: ਨੰਬਰ 46/ ਰੀਡਰ <box>603 999 663 1011</box>
student-photos <box>195 156 586 331</box>
headline: ਡੀਏਵੀ ਪਾਤੜਾਂ ਦੇ 10ਵੀਂ ਅਤੇ 12ਵੀਂ ਦੇ ਨਤੀਜੇ ਰਹੇ ਸ਼ਾਨਦਾਰ <box>19 84 542 150</box>
classified-ad: ■ ਮੈਂ, ਜਸਵੰਤ ਸਿੰਘ ਪੁੱਤਰ ਸਿੰਘ ਵਾਸੀ ਫਰੀਦਕੋਟ ਨੇ ਆਪਣੇ ਲੜਕੇ ਨੂੰ ਆਪਣੀ ਜਾਇਦਾਦ ਤੋਂ ਬੇਦਖਲ ਕਰ ਦਿੱਤਾ ਹੈ। ਇਸ ਨਾਲ ਕੋਈ ਲੈਣ ਦੇਣ ਕਰੇਗਾ ਤਾਂ ਉਹ ਖੁਦ ਜ਼ਿੰਮੇਵਾਰ ਹੋਵੇਗਾ। <box>1168 849 1350 914</box>
classified-ad: ■ ਮੈਂ ਅਮਰਜੀਤ ਸਿੰਘ ਪੁੱਤਰ ਪਿਆਰਾ ਸਿੰਘ ਵਾਸੀ ਮਕਾਨ ਨੰਬਰ 246, ਸ਼੍ਰੀਮਾਨ ਨਗਰ ਨੇ ਆਪਣੇ ਪਰਿਵਾਰਕ ਮੈਂਬਰਾਂ ਨੂੰ ਬੇਦਖਲ ਕਰ ਦਿੱਤਾ ਹੈ। <box>1356 358 1537 409</box>
section-heading: PUBLIC NOTICE <box>980 2051 1161 2082</box>
notice-court: ਬਾ-ਅਦਾਲਤ ਸ੍ਰੀ ਨਵਦੀਪਕ ਬਾਂਸਲ ਤਹਿਸੀਲਦਾਰ-ਕਮ-ਅਸਿਸਟੈਂਟ ਕੁਲੈਕਟਰ ਗ੍ਰੇਡ ਪਹਿਲਾ, ਜ਼ਿਲ੍ਹਾ ਮੋਗਾ <box>606 265 959 291</box>
classified-ad: ■ ਮੈਂ ਰਾਜਵਿੰਦਰ ਕੌਰ ਨੇ ਆਪਣਾ ਨਾਮ ਬਦਲ ਲਿਆ ਹੈ। ਸਬੰਧਤ ਨੋਟ ਕਰਨ। <box>1168 652 1350 689</box>
notices-column <box>597 84 969 1042</box>
classifieds-subtitle: ਕਲਾਸੀਫਾਈਡ/ਇਸ਼ਤਿਹਾਰ <box>1147 95 1325 117</box>
table-header: ਕੇਸ ਨੰਬਰ <box>604 920 675 939</box>
news-column <box>19 84 586 1621</box>
classified-ad: ■ ਮੈਂ, ਅਵਤਾਰ ਸਿੰਘ ਪੁੱਤਰ ਸਿੰਘ ਵਾਸੀ ਪਿੰਡ ਸਿਰਸਾ ਨੇ ਆਪਣੇ ਲੜਕੇ ਅਤੇ ਉਸ ਦੀ ਪਤਨੀ ਨੂੰ ਆਪਣੀ ਚੱਲ ਅਚੱਲ ਜਾਇਦਾਦ ਤੋਂ ਬੇਦਖਲ ਕਰ ਦਿੱਤਾ ਹੈ। ਇਨ੍ਹਾਂ ਨਾਲ ਲੈਣ ਦੇਣ ਕਰਨ ਵਾਲਾ ਖੁਦ ਜ਼ਿੰਮੇਵਾਰ ਹੋਵੇਗਾ। <box>1168 770 1350 848</box>
classified-ad: ■ ਮੈਂ ਸੁਖਵਿੰਦਰ ਸਿੰਘ ਪੁੱਤਰ ਸ. ਅਜੈਬ ਸਿੰਘ ਨੇ ਆਪਣੇ ਪੁੱਤਰ ਨੂੰ ਕੀਤੀ ਬੇਦਖਲੀ ਰੱਦ ਕਰ ਦਿੱਤੀ ਹੈ। <box>1168 1154 1350 1205</box>
classified-ad: ■ ਮੈਂ, ਕੋਮੋਦੀ ਪੁੱਤਰੀ ਚਮਨ ਲਾਲ, ਪਤਨੀ ਸਚਿਨ ਕੁਮਾਰ, ਮ.ਨੰ. 1-E, ਪਿੰਡ ਖਾਸ ਬਾਗ ਕਲੋਨੀ, ਪਟਿਆਲਾ ਨੇ ਆਪਣਾ ਨਾਮ ਬਦਲ ਕੇ ਕੋਮਲ ਰੱਖ ਲਿਆ ਹੈ। <box>1168 164 1350 229</box>
notice-signature: ਸ਼ਾਹ ਤਹਿਸੀਲਦਾਰ-ਕਮ-ਏ.ਸੀ. <box>859 849 962 860</box>
byline-logo: ਪੰਜਾਬ ਟਾਈਮਜ਼ <box>19 1317 97 1335</box>
notice-court: ਬਾ-ਅਦਾਲਤ ਸ਼੍ਰੀ ਕੁਲਵਿੰਦਰ ਸਿੰਘ ਨਾਇਬ ਤਹਿਸੀਲਦਾਰ ਮੌੜ (ਬਠਿੰਡਾ) <box>656 561 909 573</box>
classified-ad: ■ I, Rakesh Kumar s/o Des Raj Chhabra r/o H.No. 2867, Mohalla Rountan Nakodar district Jalandhar have changed my name from Rakesh Kumar to Rakesh Chhabra. All concerned note please. <box>980 164 1161 270</box>
headline: ਡਾਕਟਰ ਦਿਆਲ ਸਿੰਘ ਮੈਮੋਰੀਅਲ ਸਕੂਲ ਆਫ਼ ਨਰਸਿੰਗ ਵਿਖੇ ਨਰਸਿੰਗ ਹਫਤੇ ਦਾ ਆਯੋਜਨ ਕੀਤਾ ਗਿਆ <box>19 645 574 712</box>
sabha-signature: ਪ੍ਰਧਾਨ/ਸਕੱਤਰ <box>603 507 657 518</box>
bottom-strip-heading: ਟਿਊਸ਼ਨ ਯੂਨਿਵਰਸ਼ਨ ਨਾਂਅ ਦੀ ਬਦਲੀ <box>980 2270 1537 2291</box>
classified-ad: ■ I Ishpreet Singh S/O Kuldeep Singh R/O Nimma Wala Chowk Phagwara District Kapurthala Have Changed My Name Ishpreet As Given Name & Singh As Surname. <box>980 413 1161 505</box>
story-baba-saidrana <box>19 927 586 1195</box>
byline-logo: ਪੰਜਾਬ ਟਾਈਮਜ਼ <box>19 160 97 178</box>
story-election-commission <box>19 1395 586 1608</box>
story-horticulture <box>19 1208 586 1383</box>
news-photo <box>212 719 586 914</box>
news-photo <box>401 459 586 580</box>
byline-special: ਵਿਸ਼ੇਸ਼ <box>100 1003 138 1021</box>
classifieds-column <box>980 84 1537 2289</box>
byline-special: ਵਿਸ਼ੇਸ਼ <box>100 463 138 481</box>
notice-heading: ਪਬਲਿਕ ਨੋਟਿਸ <box>598 765 968 787</box>
notice-heading: ਪਬਲਿਕ ਨੋਟਿਸ <box>598 236 968 258</box>
notice-text: ਇੰਤਕਾਲ ਨੰਬਰ 1214, ਹਦਬਸਤ ਨੰਬਰ 119 ਦੀ ਦਰੁਸਤੀ ਬਾਬਤ ਆਮ ਜਨਤਾ ਨੂੰ ਸੂਚਿਤ ਕੀਤਾ ਜਾਂਦਾ ਹੈ ਕਿ ਜੇਕਰ ਕਿਸੇ ਨੂੰ ਕੋਈ ਇਤਰਾਜ਼ ਹੋਵੇ ਤਾਂ ਉਹ ਮਿਤੀ 12-05-2025 ਨੂੰ ਹਾਜ਼ਰ ਹੋਵੇ। <box>603 812 962 838</box>
table-cell: 17-09-24 <box>675 939 763 958</box>
byline-logo: ਪੰਜਾਬ ਟਾਈਮਜ਼ <box>19 1003 97 1021</box>
classified-ad: ■ I Rajendra Singh S/o Salam Singh R/o Government Quarter No. AAA-B, Near Lal Kothi Faridkot have changed my name to Rajinder Singh. <box>980 270 1161 348</box>
classified-ad: ■ I SUMER CHAND JAIN S/O RAM PARKASH JAIN R/O JAIN VILLA H NO AI PALM CITY FEROZEPUR HAVE CHANGED MY NAME SUMER CHAND <box>980 625 1161 703</box>
table-cell: ਮਲਕੀਤ ਸਿੰਘ <box>763 939 857 958</box>
classified-ad: ■ ਮੈਂ ਮਨਵਿੰਦਰ ਸਿੰਘ ਪੁੱਤਰ ਸ. ਦਰਸ਼ਨ ਸਿੰਘ ਵਾਸੀ ਪਿੰਡ ਮਾਣਕੀ ਨੇ ਆਪਣੇ ਪੁੱਤਰ ਨੂੰ ਕੀਤੀ ਬੇਦਖਲੀ ਰੱਦ ਕਰ ਦਿੱਤੀ ਹੈ। ਸਬੰਧਤ ਨੋਟ ਕਰਨ। <box>1356 708 1537 760</box>
classified-ad: ■ I, Gurbhej Singh S/o Kirpal Singh R/o Vpo Sudhar Tehsil Ajnala Amritsar have Changed my name from Gurbhej Singh to Gurbhej is my given name and Singh is my surname <box>980 1242 1161 1334</box>
classified-ad: ■ I, TANKA PRASAD CHHETRY S/O NAND LAL CHHETRY HNO.4256 BISHOPS HOUSE 12 TAYLOR ROAD OPP.AANAM CINEMA AMRITSAR HAVE CHANGED MY NAME OF SPELLING TANKA PRASAD CHHETRY TO TANKA PRASHAD CHHETRY <box>980 1413 1161 1533</box>
classified-ad: ■ ਮੈਂ ਸਤਨਾਮ ਸਿੰਘ ਪੁੱਤਰ ਸ. ਮੱਘਰ ਸਿੰਘ ਨੇ ਆਪਣੇ ਪੁੱਤਰ ਨੂੰ ਬੇਦਖਲ ਕਰ ਦਿੱਤਾ ਹੈ। ਸਬੰਧਤ ਨੋਟ ਕਰਨ। <box>1356 628 1537 679</box>
headline: ਮਹਿੰਦਰ ਭਗਤ ਵੱਲੋਂ ਬਾਗਬਾਨੀ ਵਿਭਾਗ ਦੀ ਪ੍ਰਗਤੀ ਦਾ ਜਾਇਜ਼ਾ, ਅਧਿਕਾਰੀਆਂ ਨੂੰ ਚੱਲ ਰਹੇ ਪ੍ਰੋਜੈਕਟਾਂ ਨੂੰ ਤੇਜ਼ੀ ਨਾਲ ਪੂਰਾ ਕਰਨ ਦੇ ਨਿਰਦੇਸ਼ <box>19 1207 559 1307</box>
public-notice-4 <box>597 654 969 755</box>
notice-text: ਮੁਕੱਦਮਾ ਨੰਬਰ ਅਗਲੀ ਪੇਸ਼ੀ 23-05-2025। ਉਪਰੋਕਤ ਵਿਸ਼ੇ ਸਬੰਧੀ ਇਸ ਨੋਟਿਸ ਰਾਹੀਂ ਆਮ ਜਨਤਾ ਨੂੰ ਸੂਚਿਤ ਕੀਤਾ ਜਾਂਦਾ ਹੈ ਕਿ ਜੋ ਵੀ ਉਪਰੋਕਤ ਮਾਮਲੇ ਵਿੱਚ ਇਤਰਾਜ਼ ਰੱਖਦਾ ਹੋਵੇ, ਉਹ ਮਿਤੀ 23-05-2025 ਨੂੰ ਅਦਾਲਤ ਵਿੱਚ ਹਾਜ਼ਰ ਹੋ ਕੇ ਆਪਣਾ ਇਤਰਾਜ਼ ਦਰਜ ਕਰਵਾ ਸਕਦਾ ਹੈ। <box>603 297 962 337</box>
sabha-title: ਦੀ ਦਮਦਮਾ ਸਾਹਿਬ ਬਹੁਮੰਤਵੀ ਖੇਤੀਬਾੜੀ ਸੇਵਾ ਸਭਾ ਲਿਮ: ਤਲਵੰਡੀ ਸਾਬੋ (ਬਠਿੰਡਾ) <box>598 374 968 430</box>
byline-special: ਵਿਸ਼ੇਸ਼ <box>100 1317 138 1335</box>
public-notice-3 <box>597 531 969 645</box>
student-photo <box>195 245 270 331</box>
registration-top <box>0 0 1556 13</box>
byline-logo: ਪੰਜਾਬ ਟਾਈਮਜ਼ <box>19 722 97 740</box>
pspcl-title: PSPCL Punjab State Power Corporation Limited <box>222 1409 551 1446</box>
